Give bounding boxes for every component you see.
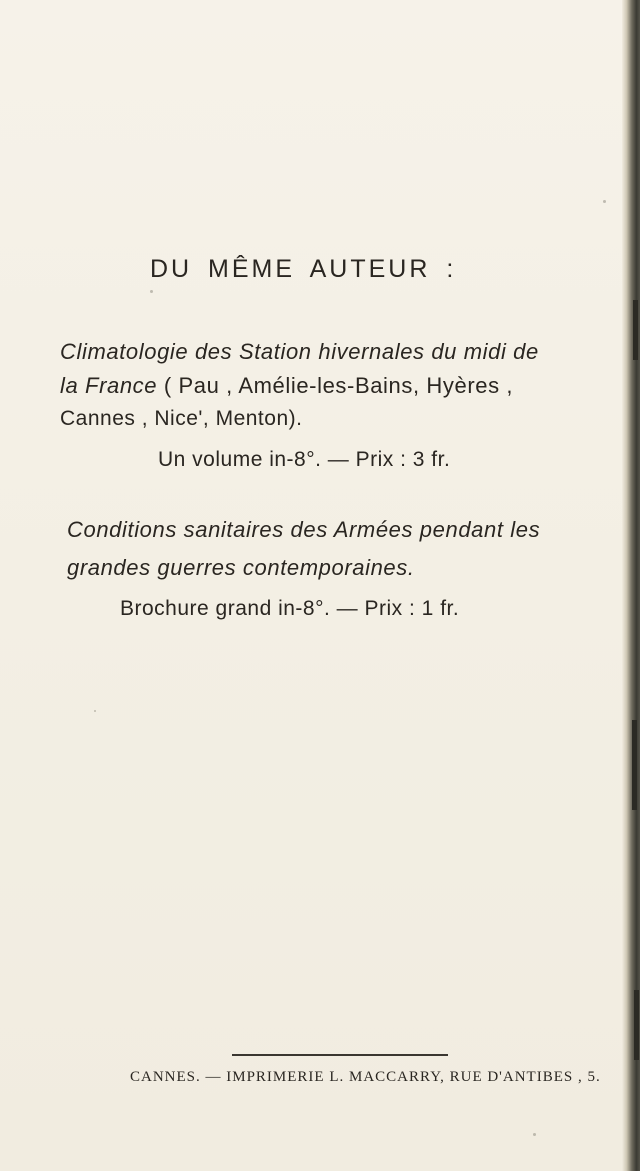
book-1-places: ( Pau , Amélie-les-Bains, Hyères , <box>157 373 514 398</box>
book-1-title-line-1: Climatologie des Station hivernales du midi de <box>60 339 539 364</box>
edge-mark <box>633 300 638 360</box>
book-2-title-line-1: Conditions sanitaires des Armées pendant les <box>67 517 541 542</box>
book-2-title-line-2: grandes guerres contemporaines. <box>67 555 415 580</box>
paper-spot <box>150 290 153 293</box>
paper-spot <box>603 200 606 203</box>
book-1-title-line-2 <box>60 373 513 399</box>
book-1-title-italic: la France <box>60 373 158 398</box>
book-1-title-line-3: Cannes , Nice', Menton). <box>60 407 303 430</box>
book-2-details: Brochure grand in-8°. — Prix : 1 fr. <box>120 597 460 620</box>
section-heading: DU MÊME AUTEUR : <box>150 255 457 283</box>
printer-imprint: CANNES. — IMPRIMERIE L. MACCARRY, RUE D'ANTIBES , 5. <box>130 1069 601 1085</box>
edge-mark <box>632 720 637 810</box>
footer-divider <box>232 1054 448 1056</box>
edge-mark <box>634 990 639 1060</box>
paper-spot <box>533 1133 536 1136</box>
book-1-details: Un volume in-8°. — Prix : 3 fr. <box>158 448 451 471</box>
paper-spot <box>94 710 96 712</box>
